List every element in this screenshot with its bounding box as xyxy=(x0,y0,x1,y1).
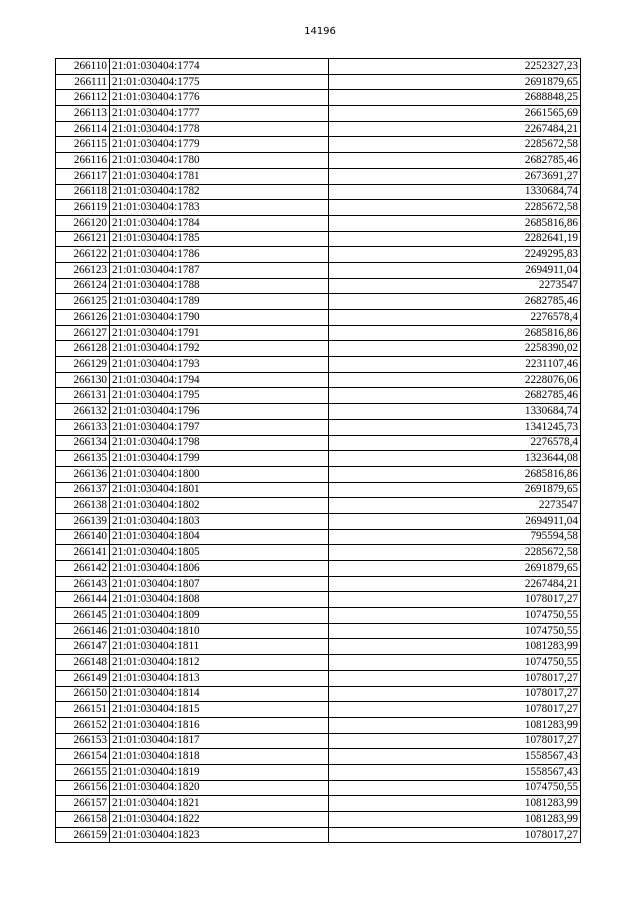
cadastral-number-cell: 21:01:030404:1780 xyxy=(110,153,329,169)
cadastral-value-cell: 2285672,58 xyxy=(329,545,581,561)
table-row xyxy=(56,310,581,326)
table-row xyxy=(56,812,581,828)
cadastral-value-cell: 1074750,55 xyxy=(329,780,581,796)
row-number-cell: 266131 xyxy=(56,388,110,404)
row-number-cell: 266154 xyxy=(56,749,110,765)
cadastral-value-cell: 2228076,06 xyxy=(329,372,581,388)
table-row xyxy=(56,372,581,388)
cadastral-number-cell: 21:01:030404:1820 xyxy=(110,780,329,796)
row-number-cell: 266149 xyxy=(56,670,110,686)
cadastral-number-cell: 21:01:030404:1791 xyxy=(110,325,329,341)
table-row xyxy=(56,388,581,404)
cadastral-number-cell: 21:01:030404:1797 xyxy=(110,419,329,435)
cadastral-value-cell: 2691879,65 xyxy=(329,482,581,498)
cadastral-number-cell: 21:01:030404:1792 xyxy=(110,341,329,357)
row-number-cell: 266128 xyxy=(56,341,110,357)
row-number-cell: 266138 xyxy=(56,498,110,514)
table-row xyxy=(56,670,581,686)
cadastral-number-cell: 21:01:030404:1811 xyxy=(110,639,329,655)
row-number-cell: 266146 xyxy=(56,623,110,639)
row-number-cell: 266155 xyxy=(56,764,110,780)
cadastral-value-cell: 2682785,46 xyxy=(329,388,581,404)
row-number-cell: 266113 xyxy=(56,106,110,122)
table-row xyxy=(56,451,581,467)
table-row xyxy=(56,561,581,577)
table-row xyxy=(56,796,581,812)
table-body xyxy=(56,59,581,843)
table-row xyxy=(56,59,581,75)
cadastral-number-cell: 21:01:030404:1822 xyxy=(110,812,329,828)
row-number-cell: 266112 xyxy=(56,90,110,106)
table-row xyxy=(56,184,581,200)
cadastral-number-cell: 21:01:030404:1775 xyxy=(110,74,329,90)
table-row xyxy=(56,200,581,216)
cadastral-value-cell: 2688848,25 xyxy=(329,90,581,106)
row-number-cell: 266136 xyxy=(56,466,110,482)
table-row xyxy=(56,294,581,310)
table-row xyxy=(56,278,581,294)
table-row xyxy=(56,592,581,608)
row-number-cell: 266134 xyxy=(56,435,110,451)
cadastral-number-cell: 21:01:030404:1809 xyxy=(110,608,329,624)
row-number-cell: 266117 xyxy=(56,168,110,184)
cadastral-value-cell: 2682785,46 xyxy=(329,294,581,310)
page-number: 14196 xyxy=(304,26,336,37)
cadastral-value-cell: 1323644,08 xyxy=(329,451,581,467)
cadastral-value-cell: 1078017,27 xyxy=(329,592,581,608)
table-row xyxy=(56,608,581,624)
table-row xyxy=(56,780,581,796)
cadastral-number-cell: 21:01:030404:1798 xyxy=(110,435,329,451)
cadastral-number-cell: 21:01:030404:1800 xyxy=(110,466,329,482)
table-row xyxy=(56,466,581,482)
table-row xyxy=(56,686,581,702)
cadastral-value-cell: 1330684,74 xyxy=(329,404,581,420)
table-row xyxy=(56,215,581,231)
cadastral-value-cell: 2685816,86 xyxy=(329,325,581,341)
row-number-cell: 266129 xyxy=(56,357,110,373)
cadastral-number-cell: 21:01:030404:1778 xyxy=(110,121,329,137)
cadastral-number-cell: 21:01:030404:1796 xyxy=(110,404,329,420)
cadastral-value-cell: 2673691,27 xyxy=(329,168,581,184)
cadastral-value-cell: 2267484,21 xyxy=(329,576,581,592)
cadastral-number-cell: 21:01:030404:1803 xyxy=(110,513,329,529)
cadastral-number-cell: 21:01:030404:1782 xyxy=(110,184,329,200)
cadastral-number-cell: 21:01:030404:1812 xyxy=(110,655,329,671)
row-number-cell: 266148 xyxy=(56,655,110,671)
row-number-cell: 266116 xyxy=(56,153,110,169)
cadastral-value-cell: 1078017,27 xyxy=(329,733,581,749)
cadastral-value-cell: 1330684,74 xyxy=(329,184,581,200)
cadastral-number-cell: 21:01:030404:1787 xyxy=(110,262,329,278)
table-row xyxy=(56,749,581,765)
cadastral-value-cell: 1078017,27 xyxy=(329,702,581,718)
row-number-cell: 266157 xyxy=(56,796,110,812)
table-row xyxy=(56,74,581,90)
cadastral-number-cell: 21:01:030404:1804 xyxy=(110,529,329,545)
table-row xyxy=(56,121,581,137)
cadastral-value-cell: 2691879,65 xyxy=(329,74,581,90)
table-row xyxy=(56,357,581,373)
cadastral-value-cell: 2694911,04 xyxy=(329,262,581,278)
cadastral-number-cell: 21:01:030404:1794 xyxy=(110,372,329,388)
table-row xyxy=(56,106,581,122)
cadastral-number-cell: 21:01:030404:1815 xyxy=(110,702,329,718)
cadastral-value-cell: 1341245,73 xyxy=(329,419,581,435)
table-row xyxy=(56,90,581,106)
cadastral-value-cell: 2685816,86 xyxy=(329,466,581,482)
row-number-cell: 266135 xyxy=(56,451,110,467)
cadastral-number-cell: 21:01:030404:1817 xyxy=(110,733,329,749)
cadastral-value-cell: 1081283,99 xyxy=(329,796,581,812)
row-number-cell: 266126 xyxy=(56,310,110,326)
row-number-cell: 266111 xyxy=(56,74,110,90)
cadastral-value-cell: 2258390,02 xyxy=(329,341,581,357)
table-row xyxy=(56,482,581,498)
table-row xyxy=(56,733,581,749)
cadastral-number-cell: 21:01:030404:1774 xyxy=(110,59,329,75)
cadastral-value-cell: 795594,58 xyxy=(329,529,581,545)
cadastral-number-cell: 21:01:030404:1793 xyxy=(110,357,329,373)
row-number-cell: 266152 xyxy=(56,717,110,733)
cadastral-value-table xyxy=(55,58,581,843)
cadastral-value-cell: 2285672,58 xyxy=(329,137,581,153)
row-number-cell: 266110 xyxy=(56,59,110,75)
cadastral-value-cell: 2691879,65 xyxy=(329,561,581,577)
row-number-cell: 266156 xyxy=(56,780,110,796)
cadastral-value-cell: 2252327,23 xyxy=(329,59,581,75)
cadastral-value-cell: 1081283,99 xyxy=(329,639,581,655)
table-row xyxy=(56,513,581,529)
cadastral-number-cell: 21:01:030404:1790 xyxy=(110,310,329,326)
cadastral-value-cell: 2285672,58 xyxy=(329,200,581,216)
cadastral-value-cell: 2231107,46 xyxy=(329,357,581,373)
cadastral-number-cell: 21:01:030404:1814 xyxy=(110,686,329,702)
cadastral-number-cell: 21:01:030404:1783 xyxy=(110,200,329,216)
row-number-cell: 266115 xyxy=(56,137,110,153)
table-row xyxy=(56,623,581,639)
cadastral-number-cell: 21:01:030404:1779 xyxy=(110,137,329,153)
cadastral-value-cell: 1078017,27 xyxy=(329,670,581,686)
row-number-cell: 266119 xyxy=(56,200,110,216)
row-number-cell: 266151 xyxy=(56,702,110,718)
table-row xyxy=(56,325,581,341)
row-number-cell: 266139 xyxy=(56,513,110,529)
cadastral-number-cell: 21:01:030404:1816 xyxy=(110,717,329,733)
cadastral-value-cell: 1558567,43 xyxy=(329,764,581,780)
table-row xyxy=(56,404,581,420)
cadastral-number-cell: 21:01:030404:1801 xyxy=(110,482,329,498)
cadastral-value-cell: 2682785,46 xyxy=(329,153,581,169)
row-number-cell: 266130 xyxy=(56,372,110,388)
cadastral-value-cell: 2273547 xyxy=(329,278,581,294)
cadastral-value-cell: 2267484,21 xyxy=(329,121,581,137)
table-row xyxy=(56,827,581,843)
cadastral-value-cell: 2276578,4 xyxy=(329,310,581,326)
table-row xyxy=(56,764,581,780)
cadastral-value-cell: 2685816,86 xyxy=(329,215,581,231)
cadastral-value-cell: 1078017,27 xyxy=(329,686,581,702)
table-row xyxy=(56,262,581,278)
row-number-cell: 266143 xyxy=(56,576,110,592)
table-row xyxy=(56,576,581,592)
cadastral-value-cell: 2282641,19 xyxy=(329,231,581,247)
row-number-cell: 266150 xyxy=(56,686,110,702)
row-number-cell: 266158 xyxy=(56,812,110,828)
row-number-cell: 266141 xyxy=(56,545,110,561)
cadastral-number-cell: 21:01:030404:1823 xyxy=(110,827,329,843)
cadastral-number-cell: 21:01:030404:1807 xyxy=(110,576,329,592)
row-number-cell: 266114 xyxy=(56,121,110,137)
cadastral-number-cell: 21:01:030404:1784 xyxy=(110,215,329,231)
row-number-cell: 266153 xyxy=(56,733,110,749)
row-number-cell: 266122 xyxy=(56,247,110,263)
row-number-cell: 266147 xyxy=(56,639,110,655)
cadastral-number-cell: 21:01:030404:1781 xyxy=(110,168,329,184)
cadastral-number-cell: 21:01:030404:1795 xyxy=(110,388,329,404)
cadastral-number-cell: 21:01:030404:1802 xyxy=(110,498,329,514)
cadastral-value-cell: 1078017,27 xyxy=(329,827,581,843)
row-number-cell: 266124 xyxy=(56,278,110,294)
cadastral-value-cell: 1074750,55 xyxy=(329,608,581,624)
table-row xyxy=(56,717,581,733)
table-row xyxy=(56,529,581,545)
row-number-cell: 266142 xyxy=(56,561,110,577)
row-number-cell: 266120 xyxy=(56,215,110,231)
table-row xyxy=(56,168,581,184)
row-number-cell: 266144 xyxy=(56,592,110,608)
table-row xyxy=(56,702,581,718)
cadastral-number-cell: 21:01:030404:1819 xyxy=(110,764,329,780)
cadastral-value-cell: 2273547 xyxy=(329,498,581,514)
table-row xyxy=(56,247,581,263)
cadastral-number-cell: 21:01:030404:1805 xyxy=(110,545,329,561)
cadastral-number-cell: 21:01:030404:1786 xyxy=(110,247,329,263)
cadastral-number-cell: 21:01:030404:1777 xyxy=(110,106,329,122)
table-row xyxy=(56,419,581,435)
table-row xyxy=(56,341,581,357)
table-row xyxy=(56,545,581,561)
cadastral-number-cell: 21:01:030404:1808 xyxy=(110,592,329,608)
cadastral-value-cell: 1558567,43 xyxy=(329,749,581,765)
cadastral-value-cell: 1081283,99 xyxy=(329,812,581,828)
row-number-cell: 266121 xyxy=(56,231,110,247)
table-row xyxy=(56,435,581,451)
cadastral-number-cell: 21:01:030404:1788 xyxy=(110,278,329,294)
cadastral-value-cell: 1081283,99 xyxy=(329,717,581,733)
table-row xyxy=(56,231,581,247)
cadastral-value-cell: 2694911,04 xyxy=(329,513,581,529)
cadastral-number-cell: 21:01:030404:1776 xyxy=(110,90,329,106)
table-row xyxy=(56,137,581,153)
row-number-cell: 266127 xyxy=(56,325,110,341)
cadastral-number-cell: 21:01:030404:1806 xyxy=(110,561,329,577)
cadastral-number-cell: 21:01:030404:1785 xyxy=(110,231,329,247)
cadastral-number-cell: 21:01:030404:1799 xyxy=(110,451,329,467)
cadastral-number-cell: 21:01:030404:1813 xyxy=(110,670,329,686)
row-number-cell: 266125 xyxy=(56,294,110,310)
row-number-cell: 266118 xyxy=(56,184,110,200)
row-number-cell: 266140 xyxy=(56,529,110,545)
table-row xyxy=(56,498,581,514)
cadastral-value-cell: 2276578,4 xyxy=(329,435,581,451)
cadastral-number-cell: 21:01:030404:1818 xyxy=(110,749,329,765)
cadastral-value-cell: 2249295,83 xyxy=(329,247,581,263)
table-row xyxy=(56,655,581,671)
cadastral-number-cell: 21:01:030404:1821 xyxy=(110,796,329,812)
cadastral-value-cell: 1074750,55 xyxy=(329,655,581,671)
cadastral-value-cell: 2661565,69 xyxy=(329,106,581,122)
row-number-cell: 266132 xyxy=(56,404,110,420)
row-number-cell: 266133 xyxy=(56,419,110,435)
row-number-cell: 266137 xyxy=(56,482,110,498)
cadastral-number-cell: 21:01:030404:1810 xyxy=(110,623,329,639)
cadastral-number-cell: 21:01:030404:1789 xyxy=(110,294,329,310)
table-row xyxy=(56,153,581,169)
table-row xyxy=(56,639,581,655)
cadastral-value-cell: 1074750,55 xyxy=(329,623,581,639)
row-number-cell: 266145 xyxy=(56,608,110,624)
row-number-cell: 266123 xyxy=(56,262,110,278)
row-number-cell: 266159 xyxy=(56,827,110,843)
